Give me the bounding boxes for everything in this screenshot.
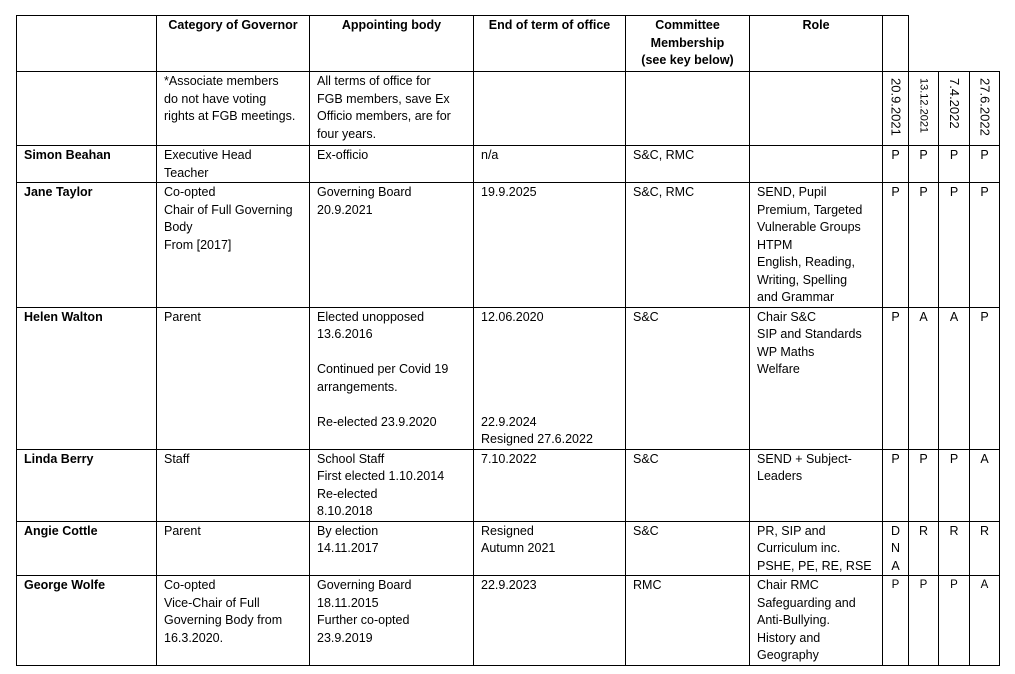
appointing-cell-line: Governing Board (317, 578, 412, 592)
header-category: Category of Governor (157, 16, 310, 72)
table-row (17, 183, 1000, 308)
attendance-cell (909, 146, 939, 183)
role-cell-line: WP Maths (757, 344, 815, 359)
note-line: All terms of office for (317, 74, 431, 88)
note-line: *Associate members (164, 74, 279, 88)
attendance-cell (883, 146, 909, 183)
governor-name: Angie Cottle (17, 521, 157, 576)
attendance-cell (909, 183, 939, 308)
attendance-cell (939, 521, 970, 576)
role-cell-line: History and (757, 630, 821, 645)
governor-name: Helen Walton (17, 307, 157, 449)
end-term-cell-line (481, 361, 618, 379)
role-cell-line: Safeguarding and (757, 595, 856, 610)
attendance-mark: P (919, 451, 928, 466)
attendance-mark: P (980, 185, 989, 199)
note-line: do not have voting (164, 91, 267, 106)
attendance-cell (939, 146, 970, 183)
governor-name: Linda Berry (17, 449, 157, 521)
appointing-cell (310, 146, 474, 183)
category-cell-line: Staff (164, 451, 190, 466)
role-cell-line: SIP and Standards (757, 327, 862, 341)
committee-cell: S&C (626, 307, 750, 449)
end-term-cell-line (481, 326, 618, 344)
notes-category (157, 72, 310, 146)
attendance-cell (883, 576, 909, 666)
category-cell-line: Body (164, 220, 193, 234)
attendance-cell (883, 521, 909, 576)
meeting-date: 13.12.2021 (917, 78, 930, 134)
notes-blank-cell (17, 72, 157, 146)
appointing-cell-line: Elected unopposed (317, 309, 425, 324)
attendance-mark: P (919, 579, 928, 591)
end-term-cell (474, 576, 626, 666)
category-cell-line: Chair of Full Governing (164, 202, 293, 217)
header-committee-membership (626, 16, 750, 72)
end-term-cell-line: 19.9.2025 (481, 185, 537, 199)
attendance-mark: P (949, 185, 959, 199)
appointing-cell-line: 13.6.2016 (317, 327, 373, 341)
end-term-cell-line (481, 344, 618, 362)
attendance-mark: P (949, 148, 959, 162)
attendance-cell (883, 183, 909, 308)
appointing-cell-line: Re-elected (317, 486, 378, 501)
notes-committee-blank (626, 72, 750, 146)
end-term-cell (474, 521, 626, 576)
appointing-cell-line: Further co-opted (317, 613, 410, 627)
attendance-mark: P (919, 148, 928, 162)
attendance-cell (883, 449, 909, 521)
meeting-date-header (909, 72, 939, 146)
header-blank-cell (17, 16, 157, 72)
header-end-of-term: End of term of office (474, 16, 626, 72)
appointing-cell-line: Ex-officio (317, 148, 369, 162)
appointing-cell-line (317, 344, 466, 362)
appointing-cell (310, 576, 474, 666)
attendance-cell (970, 183, 1000, 308)
appointing-cell (310, 449, 474, 521)
category-cell (157, 146, 310, 183)
role-cell-line: Chair S&C (757, 309, 817, 324)
role-cell-line: Vulnerable Groups (757, 220, 861, 234)
note-line: Officio members, are for (317, 109, 451, 123)
attendance-mark: P (891, 309, 900, 324)
role-cell-line: and Grammar (757, 290, 835, 304)
role-cell (750, 449, 883, 521)
meeting-date-header (970, 72, 1000, 146)
end-term-cell-line (481, 396, 618, 414)
category-cell-line: Executive Head (164, 148, 252, 162)
role-cell-line: Writing, Spelling (757, 272, 848, 287)
appointing-cell-line: 23.9.2019 (317, 630, 373, 645)
attendance-mark: P (950, 579, 958, 591)
appointing-cell-line: Continued per Covid 19 (317, 362, 449, 376)
header-committee-line: Membership (650, 35, 725, 50)
role-cell-line: Leaders (757, 469, 803, 483)
attendance-cell (939, 576, 970, 666)
end-term-cell-line: 22.9.2024 (481, 414, 537, 429)
category-cell-line: Co-opted (164, 578, 216, 592)
role-cell (750, 307, 883, 449)
attendance-cell (939, 449, 970, 521)
end-term-cell-line: Autumn 2021 (481, 541, 556, 555)
appointing-cell-line: arrangements. (317, 379, 398, 394)
category-cell-line: Governing Body from (164, 613, 283, 627)
category-cell (157, 449, 310, 521)
role-cell (750, 521, 883, 576)
end-term-cell-line (481, 379, 618, 397)
table-row (17, 146, 1000, 183)
note-line: FGB members, save Ex (317, 91, 450, 106)
role-cell-line: SEND + Subject- (757, 451, 852, 466)
governor-name: Jane Taylor (17, 183, 157, 308)
end-term-cell (474, 146, 626, 183)
attendance-mark: D (890, 523, 901, 538)
appointing-cell-line: First elected 1.10.2014 (317, 469, 445, 483)
appointing-cell (310, 307, 474, 449)
attendance-cell (970, 521, 1000, 576)
attendance-cell (939, 183, 970, 308)
notes-end-term-blank (474, 72, 626, 146)
governor-name: Simon Beahan (17, 146, 157, 183)
end-term-cell-line: Resigned 27.6.2022 (481, 432, 593, 446)
appointing-cell-line: 14.11.2017 (317, 541, 379, 555)
attendance-cell (970, 307, 1000, 449)
attendance-cell (970, 146, 1000, 183)
category-cell-line: Parent (164, 523, 201, 538)
role-cell-line: Premium, Targeted (757, 202, 863, 217)
attendance-cell (970, 449, 1000, 521)
committee-cell: S&C, RMC (626, 183, 750, 308)
category-cell-line: Co-opted (164, 185, 216, 199)
attendance-mark: P (980, 309, 989, 324)
category-cell-line: Teacher (164, 165, 209, 180)
notes-role-blank (750, 72, 883, 146)
meeting-date-header (939, 72, 970, 146)
attendance-cell (970, 576, 1000, 666)
category-cell-line: Parent (164, 309, 201, 324)
role-cell-line: PSHE, PE, RE, RSE (757, 558, 872, 573)
category-cell (157, 307, 310, 449)
role-cell-line: HTPM (757, 237, 793, 252)
role-cell-line: SEND, Pupil (757, 185, 827, 199)
category-cell-line: 16.3.2020. (164, 630, 224, 645)
table-row (17, 449, 1000, 521)
end-term-cell-line: 22.9.2023 (481, 578, 537, 592)
attendance-mark: P (980, 148, 989, 162)
table-row (17, 521, 1000, 576)
header-appointing-body: Appointing body (310, 16, 474, 72)
role-cell (750, 576, 883, 666)
attendance-mark: A (949, 309, 959, 324)
appointing-cell-line: 20.9.2021 (317, 202, 373, 217)
role-cell-line: Chair RMC (757, 578, 819, 592)
note-line: four years. (317, 126, 377, 141)
attendance-mark: P (949, 451, 959, 466)
table-row (17, 576, 1000, 666)
role-cell-line: English, Reading, (757, 255, 855, 269)
end-term-cell-line: 7.10.2022 (481, 451, 537, 466)
category-cell (157, 576, 310, 666)
attendance-mark: A (919, 309, 928, 324)
category-cell-line: From [2017] (164, 237, 232, 252)
note-line: rights at FGB meetings. (164, 109, 296, 123)
end-term-cell (474, 449, 626, 521)
appointing-cell-line: 8.10.2018 (317, 504, 373, 518)
attendance-mark: P (891, 451, 900, 466)
appointing-cell-line: School Staff (317, 451, 385, 466)
end-term-cell-line: Resigned (481, 523, 534, 538)
attendance-mark: P (891, 185, 900, 199)
header-committee-line: (see key below) (641, 53, 734, 67)
appointing-cell (310, 521, 474, 576)
attendance-mark: N (890, 541, 901, 555)
meeting-date-header (883, 72, 909, 146)
notes-appointing (310, 72, 474, 146)
meeting-date: 20.9.2021 (888, 78, 904, 136)
end-term-cell-line: n/a (481, 148, 499, 162)
attendance-mark: P (891, 148, 900, 162)
appointing-cell-line: Governing Board (317, 185, 412, 199)
committee-cell: S&C (626, 449, 750, 521)
header-attendance-blank (883, 16, 909, 72)
appointing-cell-line: Re-elected 23.9.2020 (317, 414, 437, 429)
appointing-cell-line: 18.11.2015 (317, 595, 379, 610)
governors-table (16, 15, 1000, 666)
attendance-cell (909, 521, 939, 576)
attendance-mark: A (980, 451, 989, 466)
role-cell-line: Anti-Bullying. (757, 613, 830, 627)
header-role: Role (750, 16, 883, 72)
end-term-cell (474, 183, 626, 308)
category-cell (157, 183, 310, 308)
attendance-cell (883, 307, 909, 449)
role-cell (750, 183, 883, 308)
attendance-mark: P (919, 185, 928, 199)
attendance-mark: P (891, 579, 900, 591)
governor-name: George Wolfe (17, 576, 157, 666)
attendance-mark: R (979, 523, 990, 538)
attendance-cell (939, 307, 970, 449)
attendance-mark: A (891, 558, 900, 573)
end-term-cell-line: 12.06.2020 (481, 309, 544, 324)
appointing-cell-line (317, 396, 466, 414)
category-cell-line: Vice-Chair of Full (164, 595, 260, 610)
attendance-mark: A (980, 579, 989, 591)
attendance-cell (909, 576, 939, 666)
category-cell (157, 521, 310, 576)
attendance-mark: R (949, 523, 959, 538)
committee-cell: RMC (626, 576, 750, 666)
role-cell-line: Curriculum inc. (757, 541, 841, 555)
table-row (17, 307, 1000, 449)
committee-cell: S&C (626, 521, 750, 576)
role-cell-line: PR, SIP and (757, 523, 826, 538)
header-committee-line: Committee (655, 18, 720, 32)
role-cell-line: Welfare (757, 362, 800, 376)
role-cell-line: Geography (757, 648, 819, 662)
committee-cell: S&C, RMC (626, 146, 750, 183)
attendance-cell (909, 449, 939, 521)
appointing-cell-line: By election (317, 523, 379, 538)
role-cell (750, 146, 883, 183)
meeting-date: 27.6.2022 (977, 78, 993, 136)
attendance-cell (909, 307, 939, 449)
appointing-cell (310, 183, 474, 308)
meeting-date: 7.4.2022 (947, 78, 962, 129)
attendance-mark: R (918, 523, 929, 538)
end-term-cell (474, 307, 626, 449)
